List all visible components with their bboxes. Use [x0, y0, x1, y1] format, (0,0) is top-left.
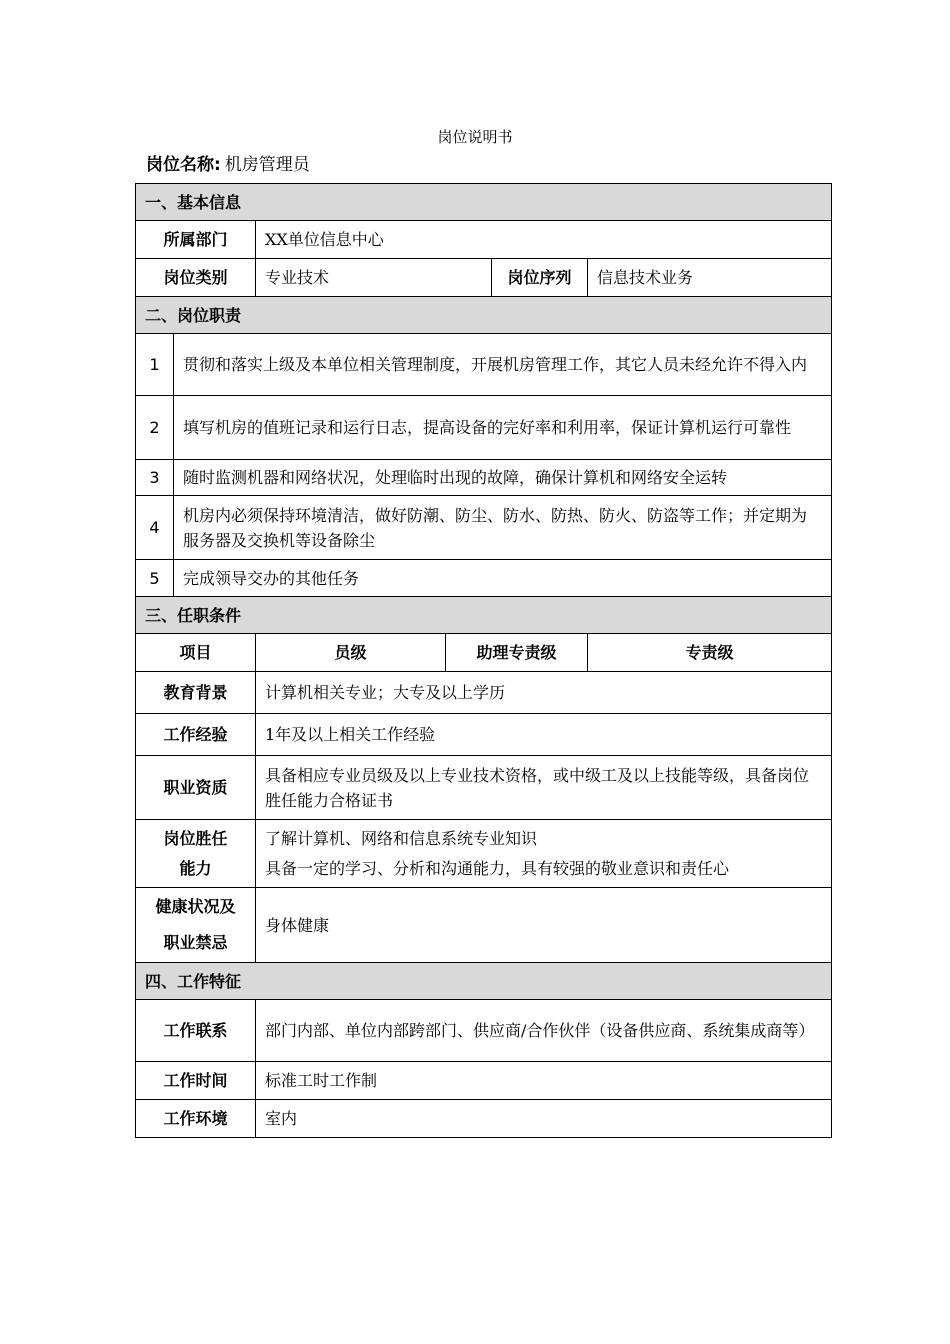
- qualification-label-line: 健康状况及: [155, 897, 236, 916]
- column-header-junior: 员级: [256, 634, 446, 672]
- column-header-item: 项目: [136, 634, 256, 672]
- feature-row: [136, 1100, 832, 1138]
- qualification-label: [136, 820, 256, 888]
- duty-row: [136, 460, 832, 496]
- qualification-value: 具备相应专业员级及以上专业技术资格，或中级工及以上技能等级，具备岗位胜任能力合格证书: [256, 756, 832, 820]
- duty-text: 完成领导交办的其他任务: [174, 560, 832, 597]
- qualification-label: 工作经验: [136, 714, 256, 756]
- section-qualifications-header: [136, 597, 832, 634]
- section-heading: 一、基本信息: [136, 184, 832, 221]
- category-row: [136, 259, 832, 297]
- qualification-label: [136, 888, 256, 963]
- qualification-row: [136, 888, 832, 963]
- duty-text: 贯彻和落实上级及本单位相关管理制度，开展机房管理工作，其它人员未经允许不得入内: [174, 334, 832, 396]
- dept-row: [136, 221, 832, 259]
- duty-text: 机房内必须保持环境清洁，做好防潮、防尘、防水、防热、防火、防盗等工作；并定期为服务器及交换机等设备除尘: [174, 496, 832, 560]
- category-value: 专业技术: [256, 259, 492, 297]
- category-label: 岗位类别: [136, 259, 256, 297]
- duty-text: 随时监测机器和网络状况，处理临时出现的故障，确保计算机和网络安全运转: [174, 460, 832, 496]
- duty-number: 5: [136, 560, 174, 597]
- duty-text: 填写机房的值班记录和运行日志，提高设备的完好率和利用率，保证计算机运行可靠性: [174, 396, 832, 460]
- qualification-value: 计算机相关专业；大专及以上学历: [256, 672, 832, 714]
- duty-row: [136, 396, 832, 460]
- dept-label: 所属部门: [136, 221, 256, 259]
- document-title: 岗位说明书: [437, 128, 513, 146]
- section-duties-header: [136, 297, 832, 334]
- feature-value: 标准工时工作制: [256, 1062, 832, 1100]
- sequence-value: 信息技术业务: [588, 259, 832, 297]
- duty-row: [136, 496, 832, 560]
- qualification-column-header-row: [136, 634, 832, 672]
- feature-label: 工作环境: [136, 1100, 256, 1138]
- duty-number: 3: [136, 460, 174, 496]
- qualification-value-line: 了解计算机、网络和信息系统专业知识: [265, 828, 538, 848]
- section-heading: 三、任职条件: [136, 597, 832, 634]
- column-header-assistant: 助理专责级: [446, 634, 588, 672]
- qualification-label: 职业资质: [136, 756, 256, 820]
- sequence-label: 岗位序列: [492, 259, 588, 297]
- qualification-label-line: 职业禁忌: [163, 933, 228, 952]
- feature-value: 部门内部、单位内部跨部门、供应商/合作伙伴（设备供应商、系统集成商等）: [256, 1000, 832, 1062]
- qualification-row: [136, 672, 832, 714]
- duty-number: 4: [136, 496, 174, 560]
- qualification-row: [136, 714, 832, 756]
- duty-row: [136, 560, 832, 597]
- dept-value: XX单位信息中心: [256, 221, 832, 259]
- duty-number: 1: [136, 334, 174, 396]
- qualification-value-line: 具备一定的学习、分析和沟通能力，具有较强的敬业意识和责任心: [265, 858, 730, 878]
- qualification-row: [136, 820, 832, 888]
- qualification-label: 教育背景: [136, 672, 256, 714]
- qualification-label-line: 能力: [179, 858, 212, 878]
- duty-number: 2: [136, 396, 174, 460]
- feature-label: 工作时间: [136, 1062, 256, 1100]
- post-name-line: [146, 150, 310, 175]
- feature-row: [136, 1000, 832, 1062]
- feature-value: 室内: [256, 1100, 832, 1138]
- section-basic-info-header: [136, 184, 832, 221]
- post-name-value: 机房管理员: [224, 155, 310, 175]
- section-heading: 二、岗位职责: [136, 297, 832, 334]
- qualification-value: [256, 820, 832, 888]
- section-heading: 四、工作特征: [136, 963, 832, 1000]
- section-features-header: [136, 963, 832, 1000]
- duty-row: [136, 334, 832, 396]
- qualification-label-line: 岗位胜任: [163, 828, 228, 848]
- feature-label: 工作联系: [136, 1000, 256, 1062]
- qualification-row: [136, 756, 832, 820]
- job-description-table: [135, 183, 832, 1138]
- post-name-label: 岗位名称:: [146, 155, 221, 175]
- qualification-value: 1年及以上相关工作经验: [256, 714, 832, 756]
- feature-row: [136, 1062, 832, 1100]
- column-header-senior: 专责级: [588, 634, 832, 672]
- qualification-value: 身体健康: [256, 888, 832, 963]
